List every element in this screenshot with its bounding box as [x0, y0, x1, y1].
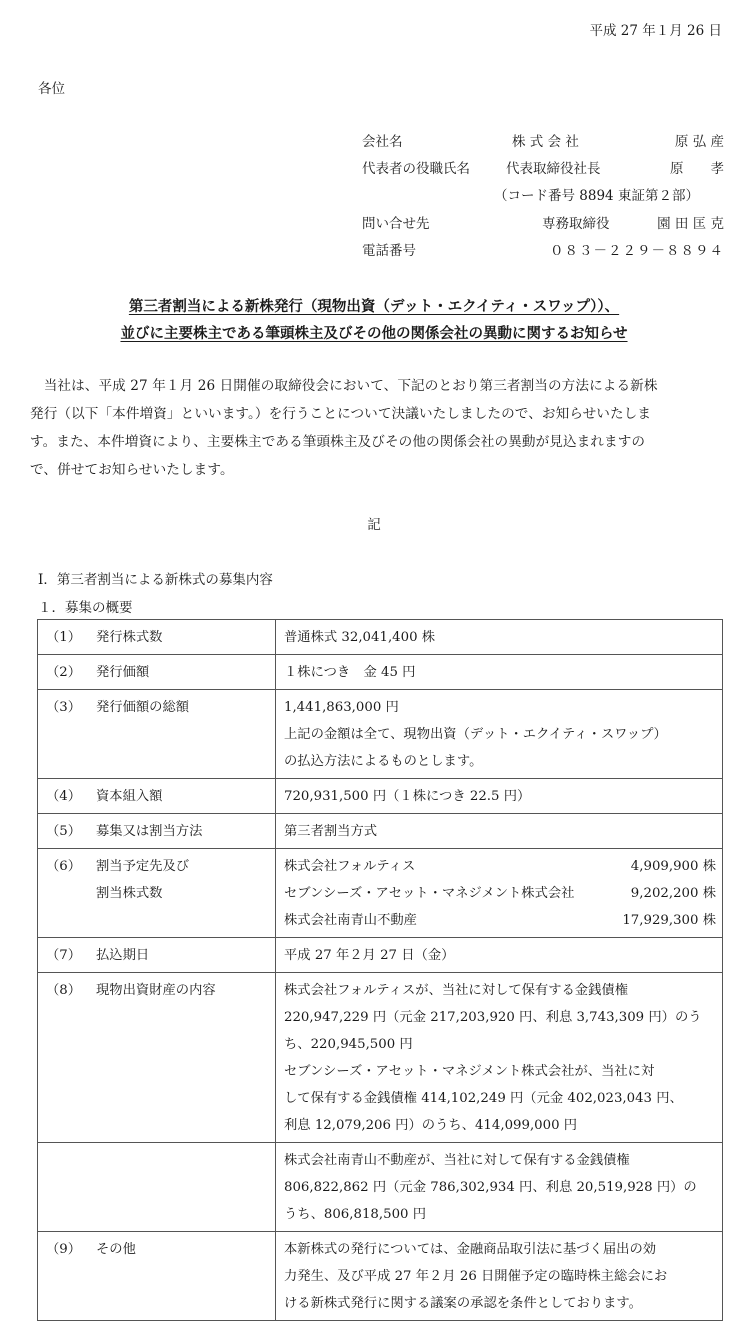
- contact-label: 問い合せ先: [362, 216, 430, 232]
- subsection-heading: １．募集の概要: [38, 600, 133, 616]
- item-number: （9）: [46, 1242, 82, 1257]
- item-value-line: 806,822,862 円（元金 786,302,934 円、利息 20,519,928 円）の: [284, 1180, 697, 1195]
- item-label-cell: [38, 1143, 276, 1232]
- allotted-shares: 17,929,300 株: [622, 913, 716, 928]
- item-label: 発行価額: [96, 665, 150, 680]
- item-value-cell: [276, 620, 723, 655]
- table-row: [38, 973, 723, 1143]
- item-value-line: 本新株式の発行については、金融商品取引法に基づく届出の効: [284, 1242, 657, 1257]
- table-row: [38, 690, 723, 779]
- company-name-value: 原 弘 産: [674, 134, 724, 150]
- company-name-label: 会社名: [362, 134, 403, 150]
- stock-code: （コード番号 8894 東証第２部）: [494, 188, 699, 204]
- item-label: 割当予定先及び: [96, 859, 190, 874]
- document-title: [0, 293, 748, 347]
- representative-title: 代表取締役社長: [506, 161, 601, 177]
- company-name-row: [362, 130, 724, 150]
- section-heading: Ⅰ．第三者割当による新株式の募集内容: [38, 572, 273, 588]
- item-value-cell: [276, 938, 723, 973]
- item-number: （3）: [46, 700, 82, 715]
- item-value-cell: [276, 1143, 723, 1232]
- phone-label: 電話番号: [362, 243, 416, 259]
- item-number: （4）: [46, 789, 82, 804]
- item-number: （5）: [46, 824, 82, 839]
- item-value-line: の払込方法によるものとします。: [284, 754, 483, 769]
- item-label: その他: [96, 1242, 136, 1257]
- table-row: [38, 620, 723, 655]
- table-row: [38, 938, 723, 973]
- allocation-entry: [284, 853, 716, 880]
- intro-line: す。また、本件増資により、主要株主である筆頭株主及びその他の関係会社の異動が見込まれますの: [30, 434, 646, 450]
- allottee-name: 株式会社南青山不動産: [284, 913, 417, 928]
- item-label-continued: 割当株式数: [96, 886, 163, 901]
- item-number: （7）: [46, 948, 82, 963]
- allotted-shares: 4,909,900 株: [630, 859, 716, 874]
- item-label-cell: [38, 849, 276, 938]
- item-value-line: ち、220,945,500 円: [284, 1037, 413, 1052]
- item-number: （8）: [46, 983, 82, 998]
- intro-paragraph: [30, 372, 730, 484]
- item-number: （2）: [46, 665, 82, 680]
- item-value-line: ける新株式発行に関する議案の承認を条件としております。: [284, 1296, 642, 1311]
- item-value-cell: [276, 814, 723, 849]
- phone-number: ０８３－２２９－８８９４: [550, 243, 724, 259]
- company-name-prefix: 株 式 会 社: [512, 134, 579, 150]
- title-line-2: 並びに主要株主である筆頭株主及びその他の関係会社の異動に関するお知らせ: [120, 325, 628, 342]
- table-row: [38, 1143, 723, 1232]
- item-label: 現物出資財産の内容: [96, 983, 216, 998]
- stock-code-row: [362, 184, 724, 204]
- phone-row: [362, 239, 724, 259]
- item-value-line: うち、806,818,500 円: [284, 1207, 427, 1222]
- item-label-cell: [38, 938, 276, 973]
- table-row: [38, 1232, 723, 1321]
- item-value-line: 第三者割当方式: [284, 824, 378, 839]
- item-label: 資本組入額: [96, 789, 163, 804]
- allotted-shares: 9,202,200 株: [630, 886, 716, 901]
- allocation-entry: [284, 880, 716, 907]
- table-row: [38, 849, 723, 938]
- allocation-entry: [284, 907, 716, 934]
- offering-outline-table: [37, 619, 723, 1321]
- item-value-line: 平成 27 年２月 27 日（金）: [284, 948, 455, 963]
- item-label: 募集又は割当方法: [96, 824, 203, 839]
- item-value-line: 普通株式 32,041,400 株: [284, 630, 436, 645]
- intro-line: 発行（以下「本件増資」といいます。）を行うことについて決議いたしましたので、お知らせいたしま: [30, 406, 652, 422]
- table-row: [38, 655, 723, 690]
- item-value-cell: [276, 973, 723, 1143]
- item-value-cell: [276, 690, 723, 779]
- item-value-line: 上記の金額は全て、現物出資（デット・エクイティ・スワップ）: [284, 727, 667, 742]
- item-value-line: 720,931,500 円（１株につき 22.5 円）: [284, 789, 531, 804]
- item-value-line: 株式会社南青山不動産が、当社に対して保有する金銭債権: [284, 1153, 630, 1168]
- item-number: （1）: [46, 630, 82, 645]
- item-value-line: して保有する金銭債権 414,102,249 円（元金 402,023,043 円、: [284, 1091, 683, 1106]
- allottee-name: セブンシーズ・アセット・マネジメント株式会社: [284, 886, 575, 901]
- contact-row: [362, 212, 724, 232]
- item-label: 発行株式数: [96, 630, 163, 645]
- item-label: 払込期日: [96, 948, 150, 963]
- item-value-line: セブンシーズ・アセット・マネジメント株式会社が、当社に対: [284, 1064, 655, 1079]
- item-label: 発行価額の総額: [96, 700, 190, 715]
- contact-title: 専務取締役: [542, 216, 610, 232]
- item-label-cell: [38, 779, 276, 814]
- document-date: 平成 27 年１月 26 日: [589, 23, 722, 39]
- intro-line: 当社は、平成 27 年１月 26 日開催の取締役会において、下記のとおり第三者割当の方法による新株: [30, 378, 658, 394]
- item-value-line: 株式会社フォルティスが、当社に対して保有する金銭債権: [284, 983, 628, 998]
- addressee: 各位: [38, 81, 65, 97]
- representative-row: [362, 157, 724, 177]
- ki-heading: 記: [367, 517, 381, 533]
- allottee-name: 株式会社フォルティス: [284, 859, 416, 874]
- table-row: [38, 779, 723, 814]
- item-value-line: 利息 12,079,206 円）のうち、414,099,000 円: [284, 1118, 578, 1133]
- item-value-line: 力発生、及び平成 27 年２月 26 日開催予定の臨時株主総会にお: [284, 1269, 668, 1284]
- item-label-cell: [38, 690, 276, 779]
- table-row: [38, 814, 723, 849]
- intro-line: で、併せてお知らせいたします。: [30, 462, 234, 478]
- item-label-cell: [38, 973, 276, 1143]
- item-number: （6）: [46, 859, 82, 874]
- contact-name: 園 田 匡 克: [657, 216, 724, 232]
- item-label-cell: [38, 1232, 276, 1321]
- item-value-line: 1,441,863,000 円: [284, 700, 399, 715]
- title-line-1: 第三者割当による新株発行（現物出資（デット・エクイティ・スワップ））、: [128, 298, 620, 315]
- item-value-line: 220,947,229 円（元金 217,203,920 円、利息 3,743,309 円）のう: [284, 1010, 702, 1025]
- item-label-cell: [38, 814, 276, 849]
- representative-name: 原 孝: [670, 161, 724, 177]
- item-label-cell: [38, 655, 276, 690]
- item-value-cell: [276, 849, 723, 938]
- item-value-cell: [276, 1232, 723, 1321]
- item-label-cell: [38, 620, 276, 655]
- item-value-cell: [276, 779, 723, 814]
- representative-label: 代表者の役職氏名: [362, 161, 470, 177]
- item-value-cell: [276, 655, 723, 690]
- item-value-line: １株につき 金 45 円: [284, 665, 416, 680]
